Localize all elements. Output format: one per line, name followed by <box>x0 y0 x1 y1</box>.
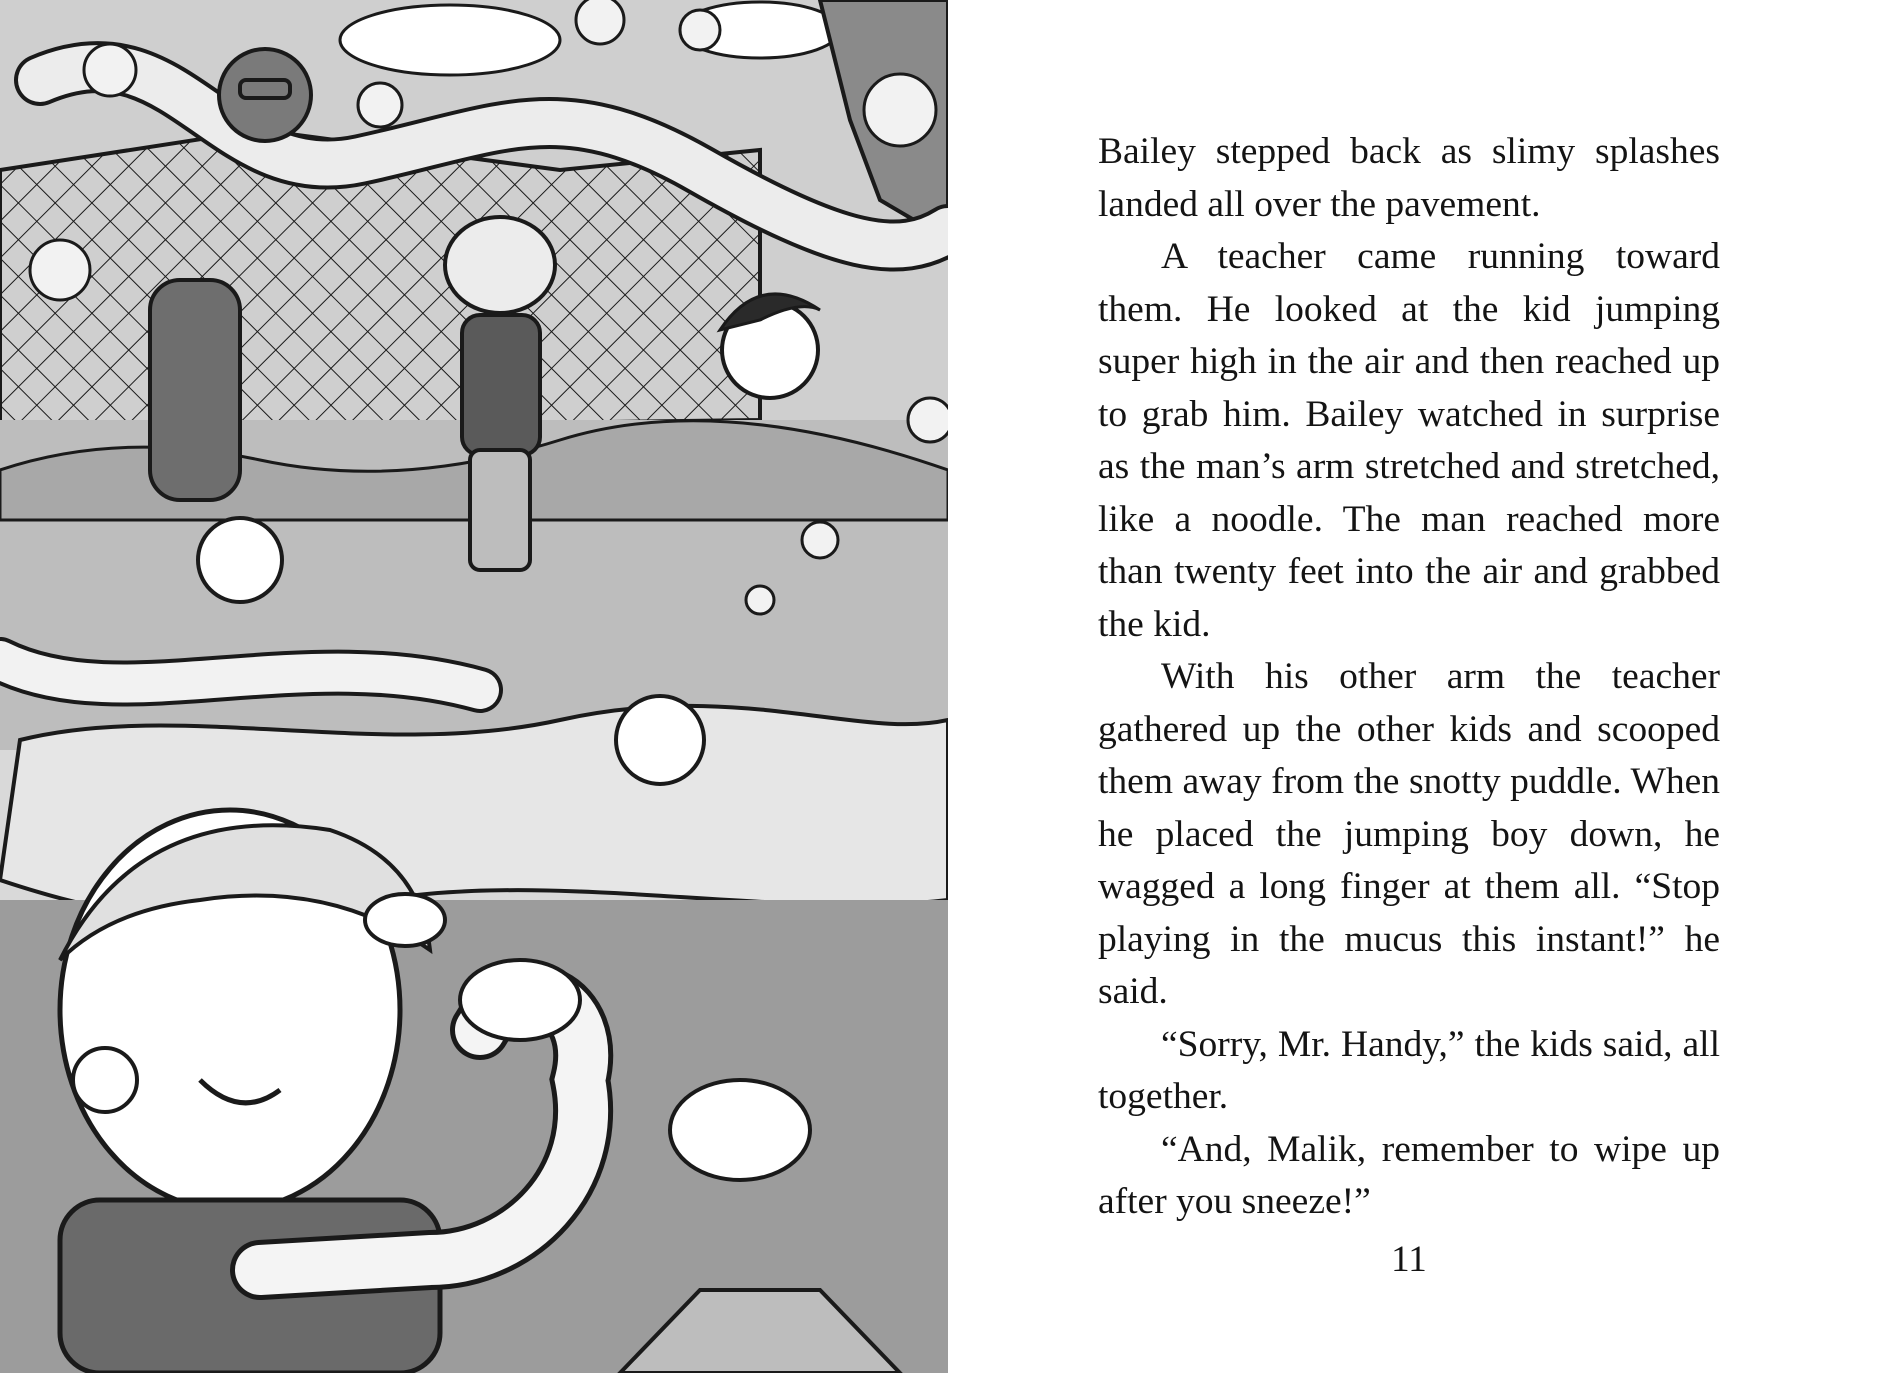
text-page <box>948 0 1890 1373</box>
kid-face-left <box>198 518 282 602</box>
slime-blob <box>365 894 445 946</box>
teacher-head <box>219 49 311 141</box>
paragraph: “Sorry, Mr. Handy,” the kids said, all together. <box>1098 1023 1720 1117</box>
kid-body <box>462 315 540 455</box>
slime-blob <box>670 1080 810 1180</box>
paragraph: A teacher came running toward them. He looked at the kid jumping super high in the air and then reached up to grab him. Bailey watched in surprise as the man’s arm stretched and stretched, like a noodle. The man reached more than twenty feet into the air and grabbed the kid. <box>1098 236 1720 645</box>
kid-upside-down <box>150 280 240 500</box>
kid-legs <box>470 450 530 570</box>
page-number: 11 <box>1391 1239 1427 1280</box>
paragraph: With his other arm the teacher gathered up the other kids and scooped them away from the snotty puddle. When he placed the jumping boy down, he wagged a long finger at them all. “Stop playing in the mucus this instant!” he said. <box>1098 656 1720 1012</box>
kid-curly-hair <box>445 217 555 313</box>
paragraph: Bailey stepped back as slimy splashes landed all over the pavement. <box>1098 131 1720 225</box>
slime-blob <box>460 960 580 1040</box>
paragraph: “And, Malik, remember to wipe up after you sneeze!” <box>1098 1128 1720 1222</box>
noodle-arm-lower-highlight <box>0 660 480 690</box>
kid-in-puddle <box>616 696 704 784</box>
cloud <box>340 5 560 75</box>
bailey-ear <box>73 1048 137 1112</box>
story-text <box>1098 126 1720 1229</box>
